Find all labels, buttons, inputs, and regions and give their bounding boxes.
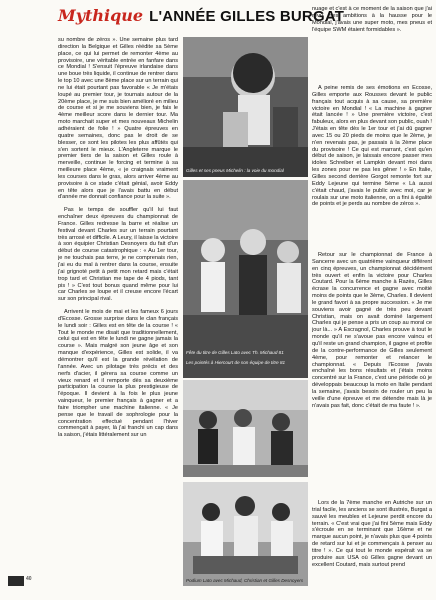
photo-rider-portrait: [183, 37, 308, 177]
photo-caption: Les pointés à Hiercourt de son équipe de titre 81: [186, 360, 286, 365]
headline: L'ANNÉE GILLES BURGAT: [149, 8, 345, 25]
magazine-badge: [8, 576, 24, 586]
paragraph: Arrivent le mois de mai et les fameux 6 jours d'Ecosse. Grosse surprise dans le clan français le lundi soir : Gilles est en tête de la course ! « Tout le monde me disait que traditionnellement, celui qui est en tête le lundi ne gagne jamais la course ». Mais malgré son jeune âge et son manque d'expérience, Gilles est solide, il va démontrer qu'il est la grande révélation de l'année. Avec un pilotage très précis et des nerfs d'acier, il gérera sa course comme un vieux renard et il remporte dès sa deuxième participation la course la plus prestigieuse de l'époque. Il devient à la fois le plus jeune vainqueur, le premier français à gagner et a faire triompher une machine italienne. « Je pense que le travail de sophrologie pour la concentration effectué pendant l'hiver commençait à payer, là j'ai franchi un cap dans la saison, j'étais littéralement sur un: [58, 309, 178, 439]
paragraph: Retour sur le championnat de France à Sancerre avec un quatrième vainqueur différent en cinq épreuves, un championnat décidément très ouvert et enfin la victoire pour Charles Coutard. Pour la 6ème manche à Razès, Gilles écrase la concurrence et gagne avec moitié moins de points que le 3ème, Charles. Il devient le grand favori à sa propre succession. « Je me souviens avoir gagné de très peu devant Christian, mais on avait dominé largement Charles qui je pense a pris un coup au moral ce jour là... » A Escragnol, Charles prouve à tout le monde qu'il ne s'avoue pas encore vaincu et qu'il reste un grand champion, il gagne et profite de la contre-performance de Gilles seulement 4ème, pour remonter et relancer le championnat. « Depuis l'Ecosse j'avais enchaîné les bons résultats et j'étais moins concentré sur la France, c'est une période où je développais beaucoup la moto en Italie pendant la semaine, j'avais besoin de rouler un peu la veille d'une épreuve et me détendre mais là je n'avais pas fait, donc c'était de ma faute ! ».: [312, 252, 432, 409]
section-label: Mythique: [58, 6, 144, 25]
paragraph: nuage et c'est à ce moment de la saison que j'ai revu mes ambitions à la hausse pour le Mondial, j'avais une super moto, mes pneus et l'équipe SWM étaient formidables ».: [312, 6, 432, 33]
article-title: [58, 6, 344, 32]
paragraph: Pas le temps de souffler qu'il lui faut enchaîner deux épreuves du championnat de France. Gilles redresse la barre et réalise un festival devant Charles sur un terrain pourtant très arrosé et difficile. A Leury, il laisse la victoire à son équipier Christian Desnoyers du fait d'un début de course catastrophique : « Au 1er tour, je ne touchais pas terre, je ne comprenais rien, j'ai eu du mal à rentrer dans la course, ensuite j'ai grignoté petit à petit mon retard mais c'était trop tard et Christian me tape de 4 piods, tant pis ! » C'est tout bonus quand même pour lui car Charles se loupe et il creuse encore l'écart sur son principal rival.: [58, 207, 178, 303]
photo-caption: Podium Lato avec Michaud, Christian et Gilles Desnoyers: [186, 578, 304, 583]
column-right-top: [312, 6, 432, 78]
column-right-bottom: [312, 500, 432, 600]
photo-podium-group: [183, 180, 308, 378]
photo-caption: Fête du titre de Gilles Lato avec Th. Michaud 81: [186, 350, 284, 355]
photo-caption: Gilles et ses pneus Michelin : la voie du mondial: [186, 168, 284, 173]
paragraph: su nombre de zéros ». Une semaine plus tard direction la Belgique et Gilles réédite sa 5ème place, ce qui lui permet de remonter 4ème au provisoire, une véritable entrée en fanfare dans ce Mondial ! S'ensuit l'épreuve irlandaise dans une boue très liquide, il continue de rentrer dans le top 10 avec une 8ème place sur un terrain qui ne lui était pourtant pas favorable « Je m'étais loupé au premier tour, je tournais autour de la 20ème place, je me suis bien amélioré en milieu de course et si je me souviens bien, je fais le 4ème meilleur score dans le dernier tour. Ma moto marchait super et mes nouveaux Michelin adhéraient de folie ! » Quatre épreuves en quatre semaines, donc pas le droit de se blesser, ce sont les pilotes les plus affûtés qui s'en sortent le mieux. L'Angleterre marque le premier tiers de la saison et Gilles roule à merveille, continue le forcing et termine à sa meilleure place 4ème, « je craignais vraiment les courses dans le gras, alors arriver 4ème au provisoire à ce stade c'était génial, avoir Eddy en tête alors que je l'avais battu en début d'année me donnait confiance pour la suite ».: [58, 37, 178, 201]
page-number: 40: [26, 576, 32, 582]
paragraph: Lors de la 7ème manche en Autriche sur un trial facile, les anciens se sont illustrés, Burgat a sauvé les meubles et Lejeune perdit encore du terrain. « C'est vrai que j'ai fini 5ème mais Eddy s'écroule en se terminant que 16ème et ne marque aucun point, je n'avais plus que 4 points de retard sur lui et je commençais à penser au titre ! ». Ce qui tout le monde espérait va se produire aux USA où Gilles gagne devant un excellent Coutard, mais surtout prend: [312, 500, 432, 568]
photo-podium-final: [183, 482, 308, 586]
photo-team-meeting: [183, 380, 308, 477]
column-left: [58, 37, 178, 592]
column-right-lower: [312, 252, 432, 500]
column-right-mid: [312, 85, 432, 242]
paragraph: A peine remis de ses émotions en Ecosse, Gilles emporte aux Rousses devant le public français tout acquis à sa cause, sa première victoire en Mondial ! « La machine à gagner était lancée ! » Une première victoire, c'est fabuleux, alors en plus devant son public, ouah ! J'étais en tête dès le 1er tour et j'ai dû gagner avec 15 ou 20 pieds de moins que le 2ème, je n'en revenais pas, je passais à la 2ème place du provisoire ! Ce qui est marrant, c'est qu'en début de saison, je laissais encore passer mes idoles Schreiber et Lampkin devant moi dans les zones pour ne pas les gêner ! » En Italie, Gilles second derrière Gorgot remonte fort sur Eddy Lejeune qui termine 5ème « Là aussi c'était chaud, j'avais le public avec moi, car je roulais sur une moto italienne, on a fini à égalité de points et je perds au nombre de zéros ».: [312, 85, 432, 208]
